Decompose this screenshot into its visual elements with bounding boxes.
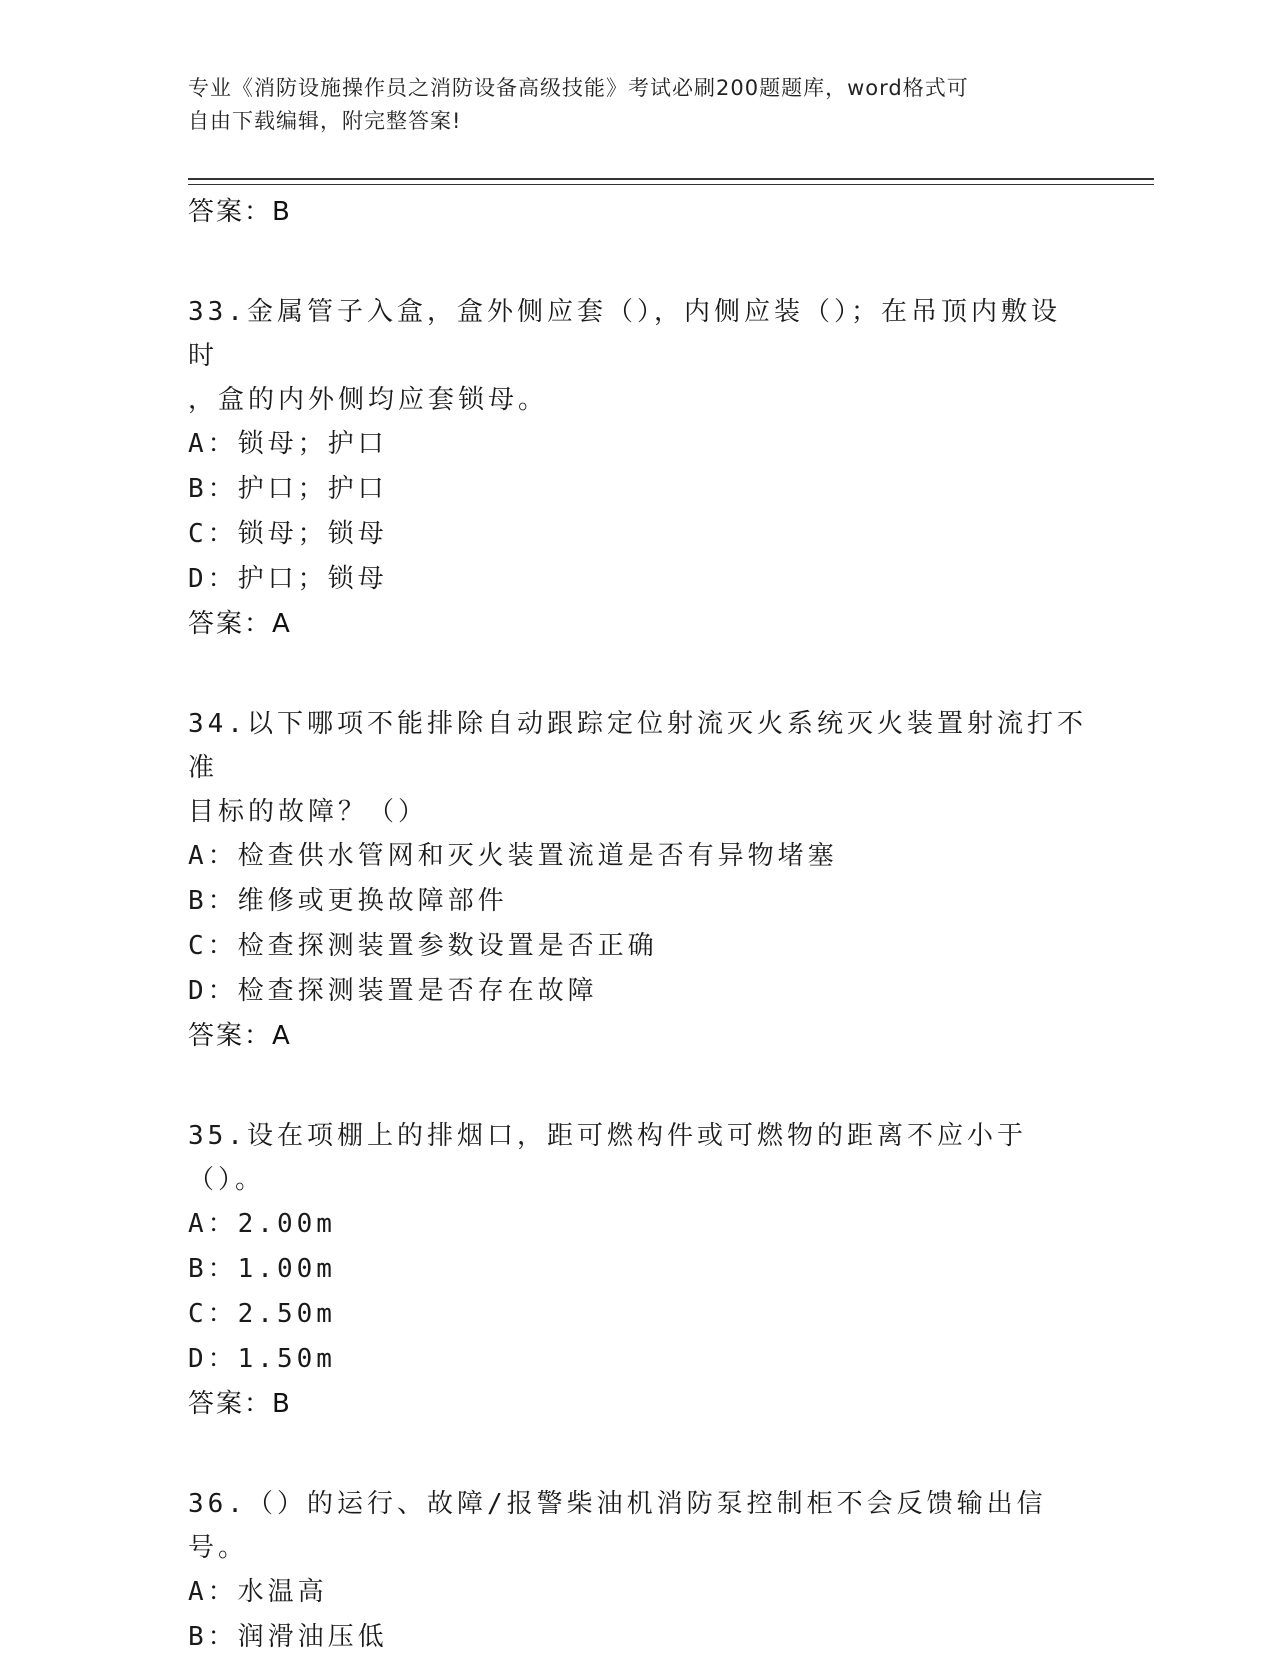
question-stem-line: 33.金属管子入盒，盒外侧应套（），内侧应装（）；在吊顶内敷设时	[188, 297, 1061, 371]
option-a: A：2.00m	[188, 1209, 336, 1239]
question-34	[188, 702, 1088, 1058]
question-answer: 答案：B	[188, 1389, 292, 1419]
option-b: B：润滑油压低	[188, 1622, 388, 1652]
question-stem-line: 36.（）的运行、故障/报警柴油机消防泵控制柜不会反馈输出信号。	[188, 1489, 1047, 1563]
option-c: C：检查探测装置参数设置是否正确	[188, 931, 658, 961]
option-b: B：1.00m	[188, 1254, 336, 1284]
header-line-2: 自由下载编辑，附完整答案!	[188, 109, 462, 133]
option-b: B：护口；护口	[188, 474, 388, 504]
question-stem	[188, 1114, 1088, 1202]
option-d: D：检查探测装置是否存在故障	[188, 976, 598, 1006]
header-rule-thin	[188, 184, 1154, 185]
option-a: A：锁母；护口	[188, 429, 388, 459]
option-b: B：维修或更换故障部件	[188, 886, 508, 916]
question-33	[188, 290, 1088, 646]
option-d: D：护口；锁母	[188, 564, 388, 594]
question-stem-line: ，盒的内外侧均应套锁母。	[188, 385, 549, 415]
option-d: D：1.50m	[188, 1344, 336, 1374]
question-36	[188, 1482, 1088, 1660]
option-c: C：锁母；锁母	[188, 519, 388, 549]
question-stem-line: 35.设在项棚上的排烟口，距可燃构件或可燃物的距离不应小于（）。	[188, 1121, 1027, 1195]
question-stem	[188, 290, 1088, 422]
question-35	[188, 1114, 1088, 1426]
question-answer: 答案：A	[188, 1021, 292, 1051]
question-list	[188, 190, 1088, 1660]
previous-answer: 答案：B	[188, 197, 292, 227]
question-stem-line: 34.以下哪项不能排除自动跟踪定位射流灭火系统灭火装置射流打不准	[188, 709, 1087, 783]
question-stem-line: 目标的故障？（）	[188, 797, 429, 827]
document-header	[188, 72, 1088, 138]
question-stem	[188, 702, 1088, 834]
question-answer: 答案：A	[188, 609, 292, 639]
header-line-1: 专业《消防设施操作员之消防设备高级技能》考试必刷200题题库，word格式可	[188, 76, 969, 100]
question-stem	[188, 1482, 1088, 1570]
option-a: A：水温高	[188, 1577, 328, 1607]
option-c: C：2.50m	[188, 1299, 336, 1329]
header-rule-thick	[188, 178, 1154, 180]
option-a: A：检查供水管网和灭火装置流道是否有异物堵塞	[188, 841, 838, 871]
